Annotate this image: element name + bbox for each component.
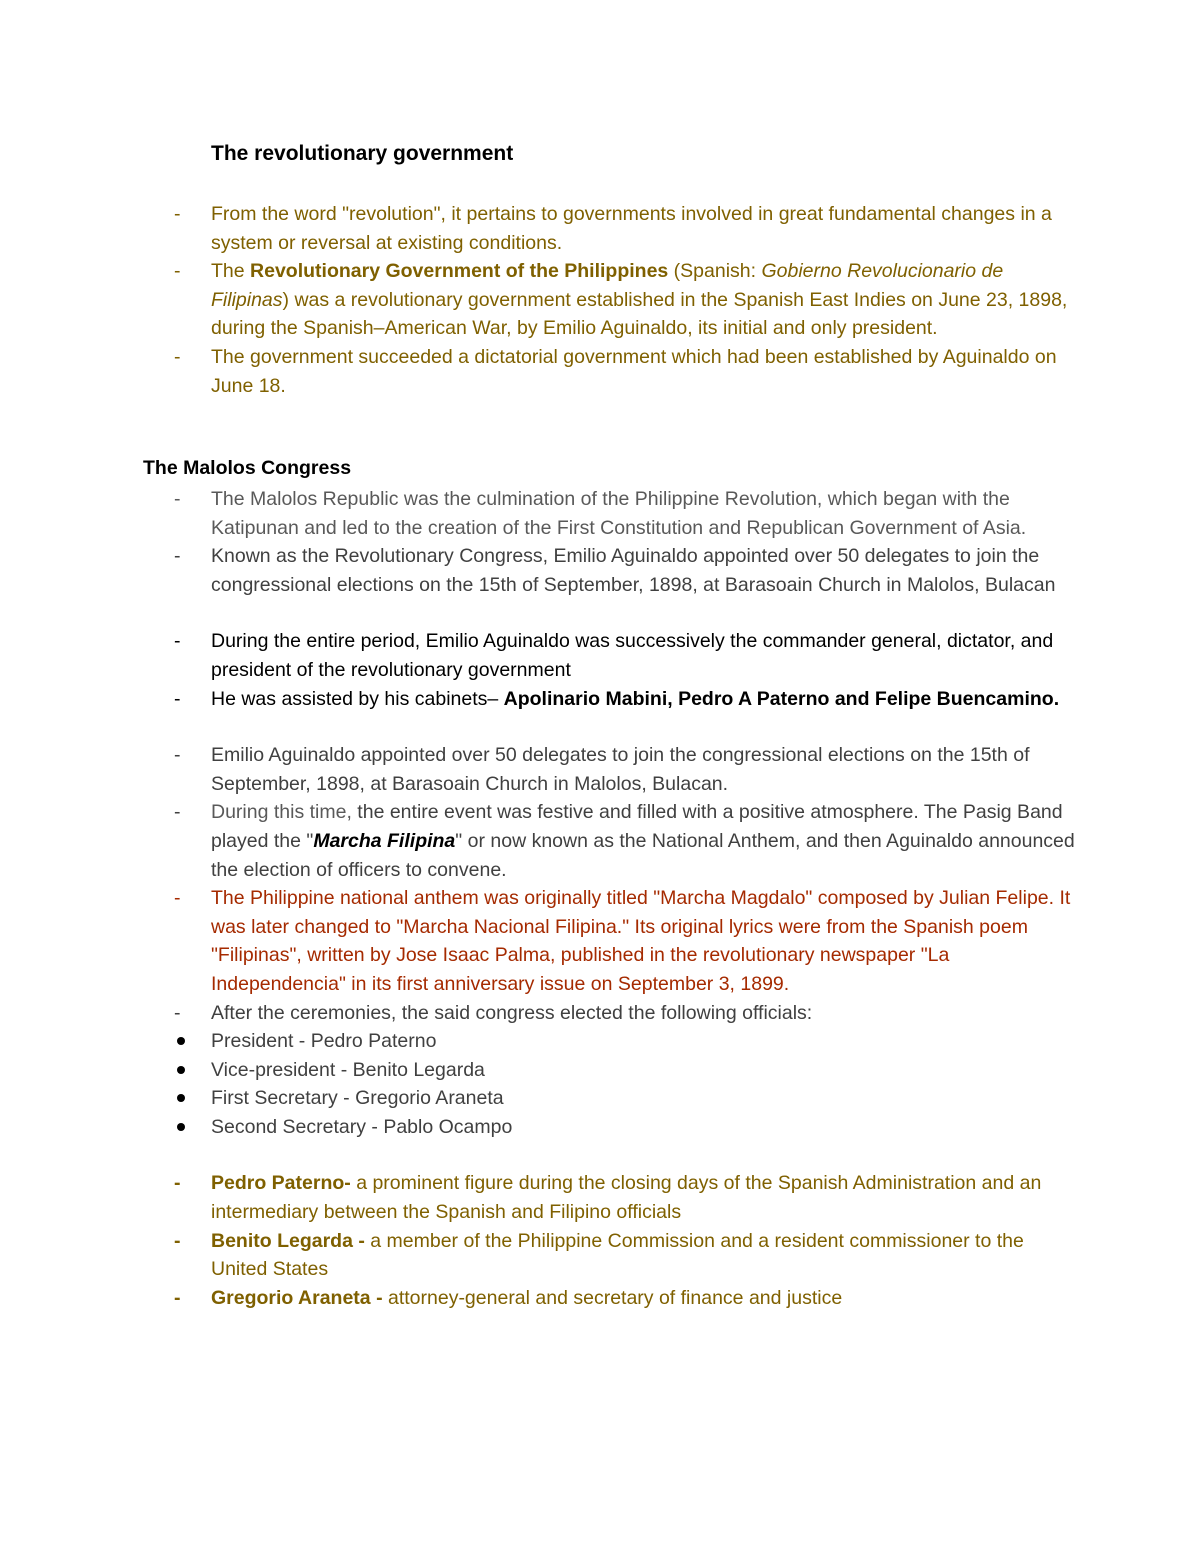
malolos-congress-list <box>0 485 1200 1312</box>
list-item: - After the ceremonies, the said congress elected the following officials: <box>0 999 1076 1028</box>
bullet-icon <box>177 1123 185 1131</box>
dash-marker: - <box>174 260 181 283</box>
bullet-icon <box>177 1066 185 1074</box>
profile-item: - Benito Legarda - a member of the Philippine Commission and a resident commissioner to the United States <box>0 1227 1076 1284</box>
cabinet-names: Apolinario Mabini, Pedro A Paterno and Felipe Buencamino. <box>503 687 1060 710</box>
spacer <box>0 713 1076 741</box>
dash-marker: - <box>174 887 181 910</box>
dash-marker: - <box>174 488 181 510</box>
official-item: President - Pedro Paterno <box>0 1027 1076 1056</box>
list-item: - From the word "revolution", it pertains to governments involved in great fundamental changes in a system or reversal at existing conditions. <box>0 200 1076 257</box>
dash-marker: - <box>174 1229 181 1252</box>
list-item: - The Philippine national anthem was originally titled "Marcha Magdalo" composed by Julian Felipe. It was later changed to "Marcha Nacional Filipina." Its original lyrics were from the Spanish poem "Filipinas", written by Jose Isaac Palma, published in the revolutionary newspaper "La Independencia" in its first anniversary issue on September 3, 1899. <box>0 884 1076 998</box>
official-item: First Secretary - Gregorio Araneta <box>0 1084 1076 1113</box>
profile-name: Benito Legarda - <box>211 1229 365 1252</box>
spacer <box>0 599 1076 627</box>
list-item: - Emilio Aguinaldo appointed over 50 delegates to join the congressional elections on the 15th of September, 1898, at Barasoain Church in Malolos, Bulacan. <box>0 741 1076 798</box>
anthem-title: Marcha Filipina <box>313 829 456 852</box>
dash-marker: - <box>174 1286 181 1309</box>
spacer <box>0 1141 1076 1169</box>
list-item: - The Malolos Republic was the culmination of the Philippine Revolution, which began with the Katipunan and led to the creation of the First Constitution and Republican Government of Asia. <box>0 485 1076 542</box>
profile-name: Pedro Paterno- <box>211 1172 351 1195</box>
section-title-malolos-congress: The Malolos Congress <box>143 457 352 479</box>
bullet-icon <box>177 1094 185 1102</box>
dash-marker: - <box>174 1172 181 1195</box>
italic-term: Gobierno Revolucionario de Filipinas <box>211 260 1004 311</box>
dash-marker: - <box>174 1001 181 1024</box>
dash-marker: - <box>174 545 181 568</box>
official-item: Second Secretary - Pablo Ocampo <box>0 1113 1076 1142</box>
bullet-icon <box>177 1037 185 1045</box>
dash-marker: - <box>174 345 181 368</box>
dash-marker: - <box>174 630 181 653</box>
dash-marker: - <box>174 687 181 710</box>
list-item: - The government succeeded a dictatorial government which had been established by Aguinaldo on June 18. <box>0 343 1076 400</box>
section-title-revolutionary-government: The revolutionary government <box>211 142 514 165</box>
list-item: - The Revolutionary Government of the Philippines (Spanish: Gobierno Revolucionario de Filipinas) was a revolutionary government established in the Spanish East Indies on June 23, 1898, during the Spanish–American War, by Emilio Aguinaldo, its initial and only president. <box>0 257 1076 343</box>
list-item: - Known as the Revolutionary Congress, Emilio Aguinaldo appointed over 50 delegates to join the congressional elections on the 15th of September, 1898, at Barasoain Church in Malolos, Bulacan <box>0 542 1076 599</box>
profile-name: Gregorio Araneta - <box>211 1286 383 1309</box>
bold-term: Revolutionary Government of the Philippines <box>250 260 669 283</box>
list-item: - He was assisted by his cabinets– Apolinario Mabini, Pedro A Paterno and Felipe Buencamino. <box>0 685 1076 714</box>
list-item: - During this time, the entire event was festive and filled with a positive atmosphere. The Pasig Band played the "Marcha Filipina" or now known as the National Anthem, and then Aguinaldo announced the election of officers to convene. <box>0 798 1076 884</box>
revolutionary-government-list <box>0 200 1200 400</box>
profile-item: - Gregorio Araneta - attorney-general and secretary of finance and justice <box>0 1284 1076 1313</box>
profile-item: - Pedro Paterno- a prominent figure during the closing days of the Spanish Administration and an intermediary between the Spanish and Filipino officials <box>0 1169 1076 1226</box>
list-item: - During the entire period, Emilio Aguinaldo was successively the commander general, dictator, and president of the revolutionary government <box>0 627 1076 684</box>
official-item: Vice-president - Benito Legarda <box>0 1056 1076 1085</box>
dash-marker: - <box>174 801 181 824</box>
dash-marker: - <box>174 203 181 225</box>
dash-marker: - <box>174 744 181 767</box>
